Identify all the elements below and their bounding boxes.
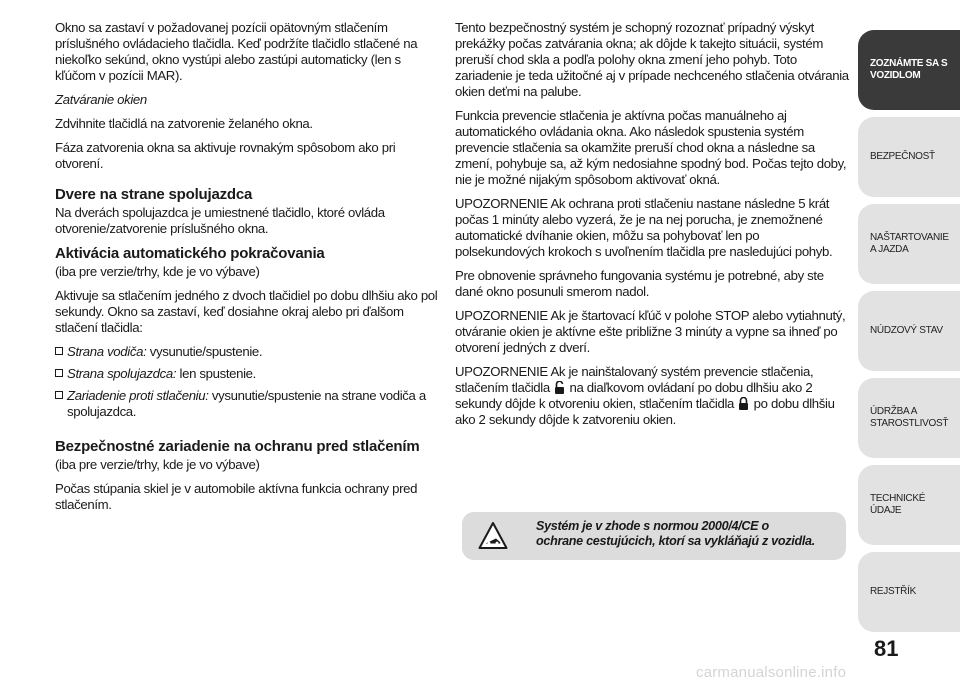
list-item-text: vysunutie/spustenie. bbox=[146, 344, 263, 359]
checkbox-bullet-icon bbox=[55, 347, 63, 355]
lock-closed-icon bbox=[738, 397, 749, 410]
paragraph: Počas stúpania skiel je v automobile aktívna funkcia ochrany pred stlačením. bbox=[55, 481, 418, 512]
watermark: carmanualsonline.info bbox=[696, 664, 847, 681]
paragraph: Pre obnovenie správneho fungovania systému je potrebné, aby ste dané okno posunuli smerom nadol. bbox=[455, 268, 824, 299]
tab-maintenance[interactable]: ÚDRŽBA A STAROSTLIVOSŤ bbox=[858, 378, 960, 458]
checkbox-bullet-icon bbox=[55, 391, 63, 399]
paragraph: Zdvihnite tlačidlá na zatvorenie želaného okna. bbox=[55, 116, 313, 131]
right-column bbox=[455, 20, 850, 436]
paragraph-text: po dobu dlhšiu ako 2 sekundy dôjde k zatvoreniu okien. bbox=[455, 396, 835, 427]
tab-starting-driving[interactable]: NAŠTARTOVANIE A JAZDA bbox=[858, 204, 960, 284]
paragraph-text: na diaľkovom ovládaní po dobu dlhšiu ako 2 sekundy dôjde k otvoreniu okien, stlačením tlačidla bbox=[455, 380, 813, 411]
paragraph: Funkcia prevencie stlačenia je aktívna počas manuálneho aj automatického ovládania okna. Ako následok spustenia systém prevencie stlačenia sa okamžite preruší chod okna a následne sa zmení, pohybuje sa, až kým nedosiahne spodný bod. Počas tejto doby, nie je možné nijakým spôsobom aktivovať okná. bbox=[455, 108, 847, 187]
tab-emergency[interactable]: NÚDZOVÝ STAV bbox=[858, 291, 960, 371]
tab-index[interactable]: REJSTŘÍK bbox=[858, 552, 960, 632]
subsection-title: Zatváranie okien bbox=[55, 92, 147, 107]
list-item-label: Strana spolujazdca: bbox=[67, 366, 177, 381]
paragraph: Tento bezpečnostný systém je schopný rozoznať prípadný výskyt prekážky počas zatvárania okna; ak dôjde k takejto situácii, systém preruší chod skla a podľa polohy okna zmení jeho pohyb. Toto zariadenie je teda užitočné aj v prípade nechceného stlačenia otvárania okien deťmi na palube. bbox=[455, 20, 849, 99]
paragraph: Aktivuje sa stlačením jedného z dvoch tlačidiel po dobu dlhšiu ako pol sekundy. Okno sa zastaví, keď dosiahne okraj alebo pri ďalšom stlačení tlačidla: bbox=[55, 288, 438, 335]
warning-text: Systém je v zhode s normou 2000/4/CE o ochrane cestujúcich, ktorí sa vykláňajú z vozidla. bbox=[536, 519, 815, 548]
page-number: 81 bbox=[874, 636, 899, 661]
list-item-text: vysunutie/spustenie na strane vodiča a spolujazdca. bbox=[67, 388, 426, 419]
section-heading: Dvere na strane spolujazdca bbox=[55, 186, 253, 203]
tab-get-to-know-vehicle[interactable]: ZOZNÁMTE SA S VOZIDLOM bbox=[858, 30, 960, 110]
paragraph: UPOZORNENIE Ak ochrana proti stlačeniu nastane následne 5 krát počas 1 minúty alebo vyzerá, že je na nej porucha, je znemožnené automatické dvíhanie okien, môžu sa pohybovať len po polsekundových krokoch s uvoľnením tlačidla pre nasledujúci pohyb. bbox=[455, 196, 833, 259]
lock-open-icon bbox=[554, 381, 565, 394]
list-item-label: Zariadenie proti stlačeniu: bbox=[67, 388, 209, 403]
tab-safety[interactable]: BEZPEČNOSŤ bbox=[858, 117, 960, 197]
section-heading: Aktivácia automatického pokračovania bbox=[55, 245, 325, 262]
tab-technical-data[interactable]: TECHNICKÉ ÚDAJE bbox=[858, 465, 960, 545]
list-item-text: len spustenie. bbox=[176, 366, 256, 381]
paragraph-text: UPOZORNENIE Ak je nainštalovaný systém prevencie stlačenia, stlačením tlačidla bbox=[455, 364, 814, 395]
paragraph bbox=[455, 364, 850, 428]
list-item bbox=[55, 366, 440, 382]
paragraph: Okno sa zastaví v požadovanej pozícii opätovným stlačením príslušného ovládacieho tlačidla. Keď podržíte tlačidlo stlačené na niekoľko sekúnd, okno vystúpi alebo zastúpi automaticky (len s kľúčom v pozícii MAR). bbox=[55, 20, 418, 83]
checkbox-bullet-icon bbox=[55, 369, 63, 377]
paragraph: Na dverách spolujazdca je umiestnené tlačidlo, ktoré ovláda otvorenie/zatvorenie príslušného okna. bbox=[55, 205, 385, 236]
list-item bbox=[55, 388, 440, 420]
section-note: (iba pre verzie/trhy, kde je vo výbave) bbox=[55, 264, 260, 279]
warning-box bbox=[462, 512, 846, 560]
paragraph: Fáza zatvorenia okna sa aktivuje rovnakým spôsobom ako pri otvorení. bbox=[55, 140, 396, 171]
left-column bbox=[55, 20, 440, 521]
warning-triangle-icon bbox=[478, 521, 508, 551]
list-item bbox=[55, 344, 440, 360]
section-note: (iba pre verzie/trhy, kde je vo výbave) bbox=[55, 457, 260, 472]
paragraph: UPOZORNENIE Ak je štartovací kľúč v polohe STOP alebo vytiahnutý, otváranie okien je aktívne ešte približne 3 minúty a vypne sa ihneď po otvorení jedných z dverí. bbox=[455, 308, 846, 355]
section-heading: Bezpečnostné zariadenie na ochranu pred stlačením bbox=[55, 438, 420, 455]
list-item-label: Strana vodiča: bbox=[67, 344, 147, 359]
